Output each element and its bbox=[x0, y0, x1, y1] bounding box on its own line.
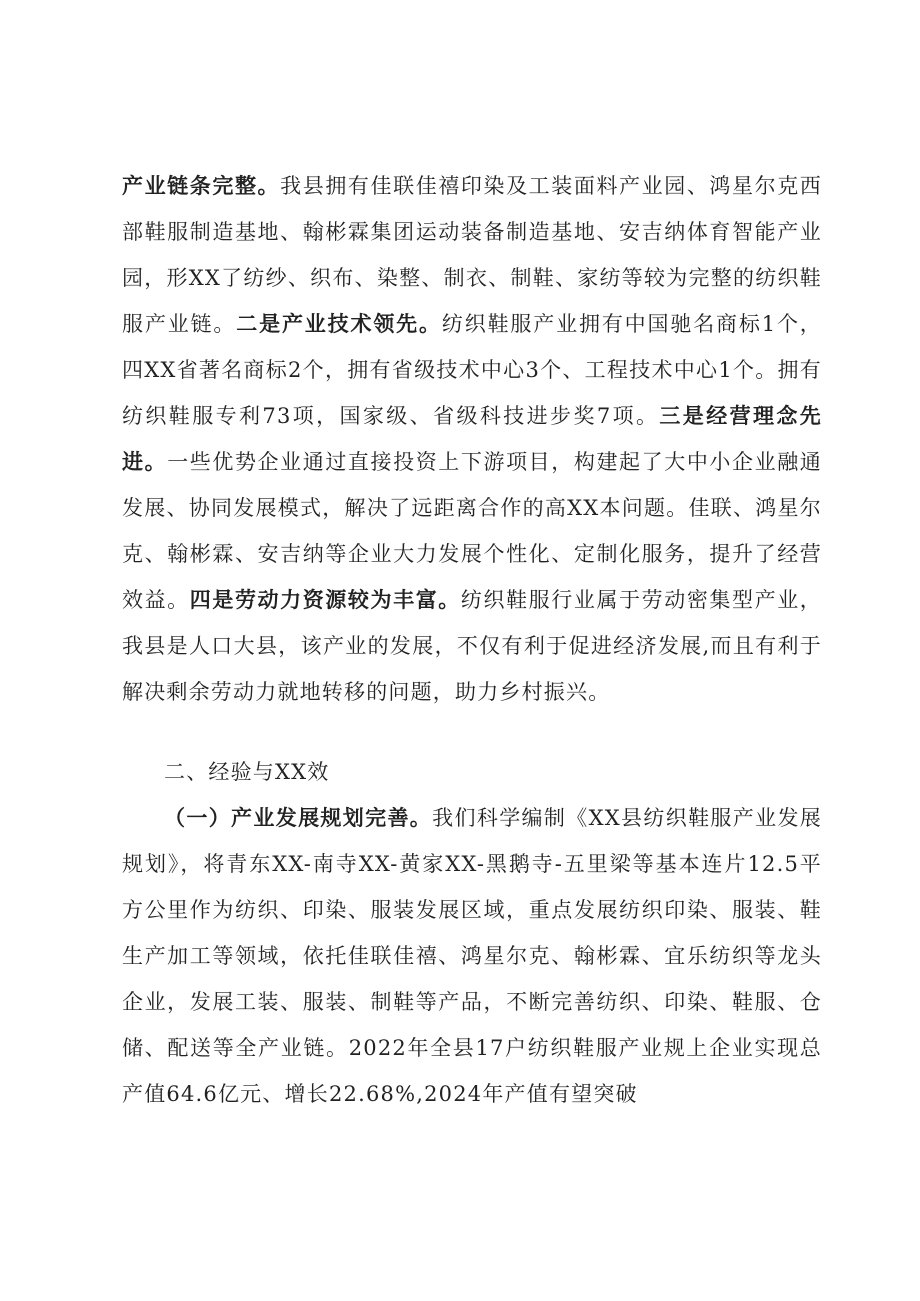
paragraph-text-technology: 纺织鞋服产业拥有中国驰名商标1个，四XX省著名商标2个，拥有省级技术中心3个、工程技术中心1个。拥有纺织鞋服专利73项，国家级、省级科技进步奖7项。 bbox=[122, 312, 823, 428]
highlight-planning: （一）产业发展规划完善。 bbox=[164, 805, 433, 830]
highlight-technology: 二是产业技术领先。 bbox=[236, 311, 442, 336]
highlight-business-concept: 三是经营理念先进。 bbox=[122, 403, 822, 474]
highlight-industry-chain: 产业链条完整。 bbox=[122, 173, 281, 198]
paragraph-text-industry-chain: 我县拥有佳联佳禧印染及工装面料产业园、鸿星尔克西部鞋服制造基地、翰彬霖集团运动装备制造基地、安吉纳体育智能产业园，形XX了纺纱、织布、染整、制衣、制鞋、家纺等较为完整的纺织鞋服产业链。 bbox=[122, 174, 822, 336]
highlight-labor-resources: 四是劳动力资源较为丰富。 bbox=[189, 587, 461, 612]
body-paragraph-1 bbox=[122, 163, 822, 715]
paragraph-text-labor-resources: 纺织鞋服行业属于劳动密集型产业，我县是人口大县，该产业的发展，不仅有利于促进经济发展,而且有利于解决剩余劳动力就地转移的问题，助力乡村振兴。 bbox=[122, 588, 822, 704]
paragraph-text-planning: 我们科学编制《XX县纺织鞋服产业发展规划》，将青东XX-南寺XX-黄家XX-黑鹅寺-五里梁等基本连片12.5平方公里作为纺织、印染、服装发展区域，重点发展纺织印染、服装、鞋生产加工等领域，依托佳联佳禧、鸿星尔克、翰彬霖、宜乐纺织等龙头企业，发展工装、服装、制鞋等产品，不断完善纺织、印染、鞋服、仓储、配送等全产业链。2022年全县17户纺织鞋服产业规上企业实现总产值64.6亿元、增长22.68%,2024年产值有望突破 bbox=[122, 806, 822, 1106]
paragraph-text-business-concept: 一些优势企业通过直接投资上下游项目，构建起了大中小企业融通发展、协同发展模式，解决了远距离合作的高XX本问题。佳联、鸿星尔克、翰彬霖、安吉纳等企业大力发展个性化、定制化服务，提升了经营效益。 bbox=[122, 450, 822, 612]
body-paragraph-2 bbox=[122, 795, 822, 1117]
section-heading: 二、经验与XX效 bbox=[164, 760, 330, 784]
